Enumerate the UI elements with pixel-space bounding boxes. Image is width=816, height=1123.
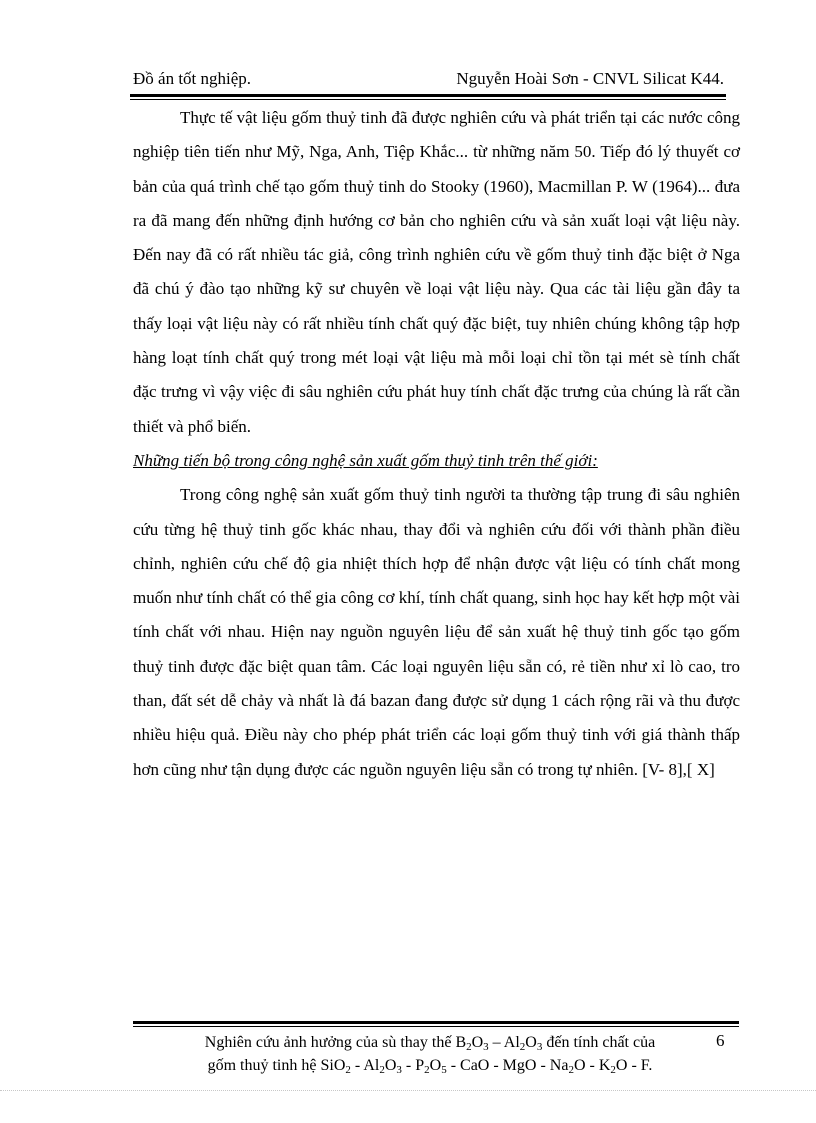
page-number: 6: [716, 1031, 725, 1050]
header-rule-thin: [130, 99, 726, 100]
formula-component: CaO: [460, 1057, 490, 1074]
formula-separator: -: [536, 1057, 550, 1074]
document-body: [133, 101, 740, 787]
formula-separator: -: [350, 1057, 364, 1074]
formula-component: SiO$_2$: [320, 1057, 351, 1076]
page-header: [133, 66, 724, 94]
header-document-type: Đồ án tốt nghiệp.: [133, 69, 252, 88]
footer-title-text: Nghiên cứu ảnh hưởng của sù thay thế: [204, 1034, 456, 1051]
page-bottom-edge: [0, 1090, 816, 1091]
formula-component: $P_2O_5$: [415, 1057, 447, 1076]
footer-title-line-1: [150, 1031, 710, 1054]
formula-separator: -: [585, 1057, 599, 1074]
formula-separator: -: [489, 1057, 503, 1074]
formula-system: [320, 1057, 652, 1074]
formula-component: $K_2O$: [598, 1057, 628, 1076]
footer-title-line-2: [150, 1054, 710, 1077]
formula-b2o3: $B_2O_3$: [455, 1034, 489, 1053]
formula-separator: -: [446, 1057, 461, 1074]
header-author: Nguyễn Hoài Sơn - CNVL Silicat K44.: [456, 69, 724, 88]
page-footer: [150, 1031, 710, 1077]
formula-separator: -: [401, 1057, 416, 1074]
formula-separator: -: [627, 1057, 641, 1074]
footer-rule-thick: [133, 1021, 739, 1024]
paragraph-history: Thực tế vật liệu gốm thuỷ tinh đã được nghiên cứu và phát triển tại các nước công nghiệp tiên tiến như Mỹ, Nga, Anh, Tiệp Khắc... từ những năm 50. Tiếp đó lý thuyết cơ bản của quá trình chế tạo gốm thuỷ tinh do Stooky (1960), Macmillan P. W (1964)... đưa ra đã mang đến những định hướng cơ bản cho nghiên cứu và sản xuất loại vật liệu này. Đến nay đã có rất nhiều tác giả, công trình nghiên cứu về gốm thuỷ tinh đặc biệt ở Nga đã chú ý đào tạo những kỹ sư chuyên về loại vật liệu này. Qua các tài liệu gần đây ta thấy loại vật liệu này có rất nhiều tính chất quý đặc biệt, tuy nhiên chúng không tập hợp hàng loạt tính chất quý trong mét loại vật liệu mà mỗi loại chỉ tồn tại mét sè tính chất đặc trưng vì vậy việc đi sâu nghiên cứu phát huy tính chất đặc trưng của chúng là rất cần thiết và phổ biến.: [133, 108, 740, 436]
footer-rule-thin: [133, 1026, 739, 1027]
section-subheading: Những tiến bộ trong công nghệ sản xuất gốm thuỷ tinh trên thế giới:: [133, 450, 598, 470]
footer-system-prefix: gốm thuỷ tinh hệ: [207, 1057, 321, 1074]
formula-component: MgO: [502, 1057, 537, 1074]
footer-dash: –: [488, 1034, 504, 1051]
formula-component: $Na_2O$: [549, 1057, 586, 1076]
formula-al2o3: $Al_2O_3$: [503, 1034, 543, 1053]
paragraph-technology: Trong công nghệ sản xuất gốm thuỷ tinh người ta thường tập trung đi sâu nghiên cứu từng hệ thuỷ tinh gốc khác nhau, thay đổi và nghiên cứu đối với thành phần điều chỉnh, nghiên cứu chế độ gia nhiệt thích hợp để nhận được vật liệu có tính chất mong muốn như tính chất có thể gia công cơ khí, tính chất quang, sinh học hay kết hợp một vài tính chất với nhau. Hiện nay nguồn nguyên liệu để sản xuất hệ thuỷ tinh gốc tạo gốm thuỷ tinh được đặc biệt quan tâm. Các loại nguyên liệu sẵn có, rẻ tiền như xỉ lò cao, tro than, đất sét dễ chảy và nhất là đá bazan đang được sử dụng 1 cách rộng rãi và thu được nhiều hiệu quả. Điều này cho phép phát triển các loại gốm thuỷ tinh với giá thành thấp hơn cũng như tận dụng được các nguồn nguyên liệu sẵn có trong tự nhiên. [V- 8],[ X]: [133, 485, 740, 779]
formula-component: F.: [640, 1057, 653, 1074]
footer-title-tail: đến tính chất của: [542, 1034, 656, 1051]
formula-component: $Al_2O_3$: [363, 1057, 402, 1076]
header-rule-thick: [130, 94, 726, 97]
